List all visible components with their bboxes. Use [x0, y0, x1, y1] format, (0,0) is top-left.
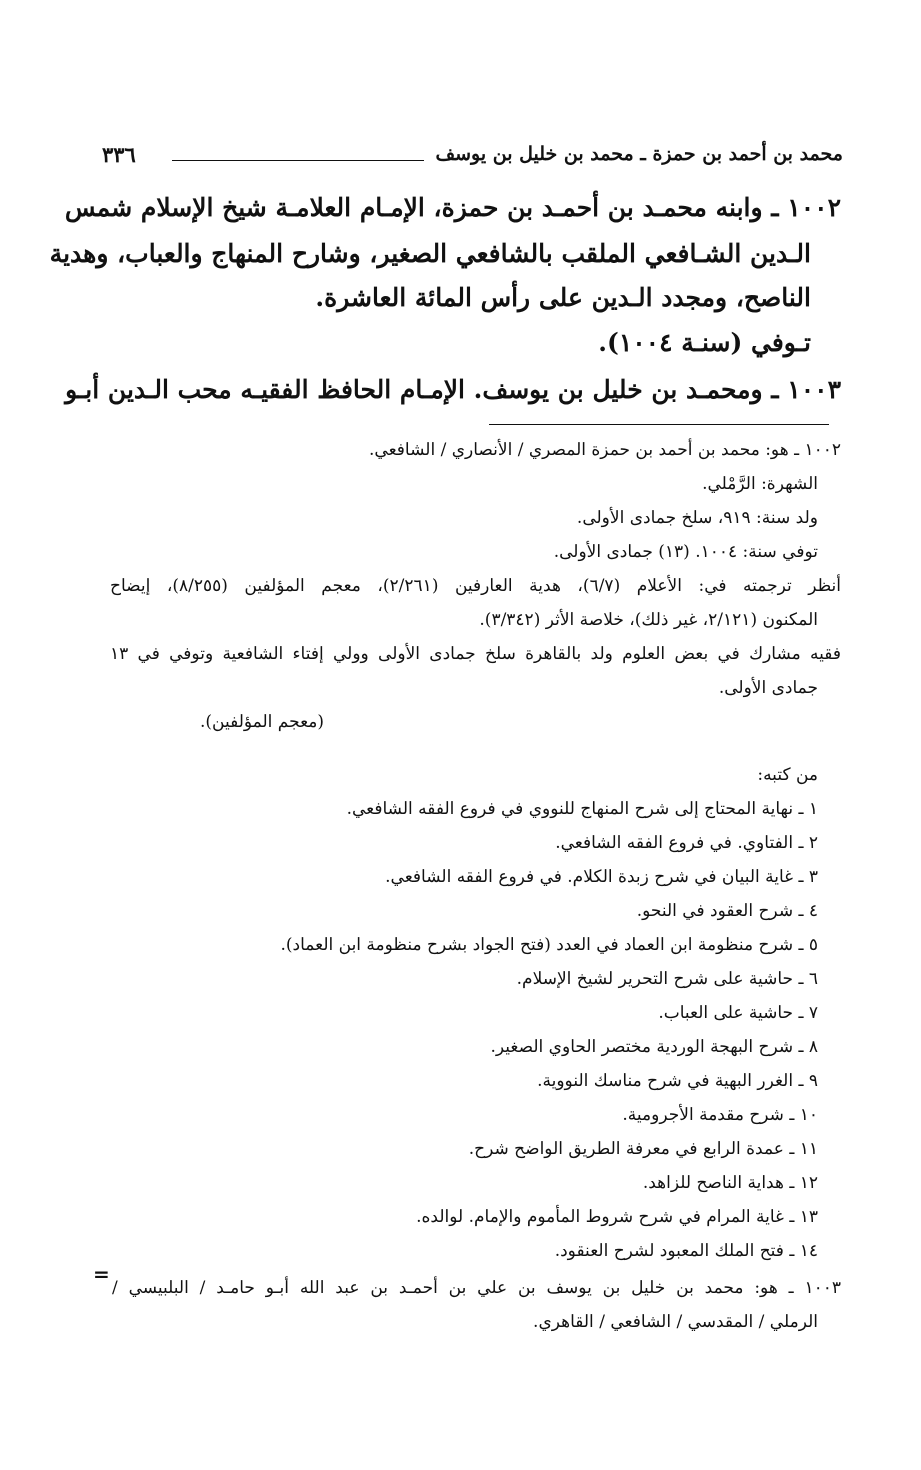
book-list-item: ١ ـ نهاية المحتاج إلى شرح المنهاج للنووي في فروع الفقه الشافعي.: [346, 799, 818, 819]
entry-1002-line-4: تـوفي (سنـة ١٠٠٤).: [598, 328, 811, 357]
footnote-separator-rule: [489, 424, 829, 425]
book-list-item: ٤ ـ شرح العقود في النحو.: [636, 901, 818, 921]
footnote-1002-died: توفي سنة: ١٠٠٤. (١٣) جمادى الأولى.: [553, 542, 818, 562]
footnote-1002-bio-line-1: فقيه مشارك في بعض العلوم ولد بالقاهرة سلخ جمادى الأولى وولي إفتاء الشافعية وتوفي في ١٣: [110, 644, 841, 664]
entry-1002-line-3: الناصح، ومجدد الـدين على رأس المائة العاشرة.: [315, 283, 811, 312]
entry-1002-line-1: ١٠٠٢ ـ وابنه محمـد بن أحمـد بن حمزة، الإمـام العلامـة شيخ الإسلام شمس: [64, 193, 841, 222]
footnote-1003-line-1: ١٠٠٣ ـ هو: محمد بن خليل بن يوسف بن علي بن أحمـد بن عبد الله أبـو حامـد / البلبيسي /: [112, 1278, 841, 1298]
footnote-1002-sources-line-1: أنظر ترجمته في: الأعلام (٦/٧)، هدية العارفين (٢/٢٦١)، معجم المؤلفين (٨/٢٥٥)، إيضاح: [110, 576, 842, 596]
book-list-item: ١١ ـ عمدة الرابع في معرفة الطريق الواضح شرح.: [468, 1139, 818, 1159]
footnote-1002-books-heading: من كتبه:: [757, 765, 818, 785]
book-list-item: ٢ ـ الفتاوي. في فروع الفقه الشافعي.: [555, 833, 818, 853]
book-list-item: ٨ ـ شرح البهجة الوردية مختصر الحاوي الصغير.: [490, 1037, 818, 1057]
book-list-item: ٣ ـ غاية البيان في شرح زبدة الكلام. في فروع الفقه الشافعي.: [385, 867, 818, 887]
footnote-1002-heading: ١٠٠٢ ـ هو: محمد بن أحمد بن حمزة المصري / الأنصاري / الشافعي.: [369, 440, 841, 460]
footnote-1002-citation: (معجم المؤلفين).: [200, 712, 325, 732]
book-list-item: ٧ ـ حاشية على العباب.: [658, 1003, 818, 1023]
continuation-mark: =: [93, 1262, 110, 1286]
book-list-item: ١٠ ـ شرح مقدمة الأجرومية.: [622, 1105, 818, 1125]
book-list-item: ٦ ـ حاشية على شرح التحرير لشيخ الإسلام.: [516, 969, 818, 989]
entry-1002-line-2: الـدين الشـافعي الملقب بالشافعي الصغير، وشارح المنهاج والعباب، وهدية: [49, 239, 811, 268]
header-rule: [172, 160, 424, 161]
footnote-1002-sources-line-2: المكنون (٢/١٢١، غير ذلك)، خلاصة الأثر (٣/٣٤٢).: [479, 610, 818, 630]
footnote-1003-line-2: الرملي / المقدسي / الشافعي / القاهري.: [533, 1312, 818, 1332]
book-list-item: ١٢ ـ هداية الناصح للزاهد.: [642, 1173, 818, 1193]
footnote-1002-bio-line-2: جمادى الأولى.: [718, 678, 818, 698]
book-list-item: ٩ ـ الغرر البهية في شرح مناسك النووية.: [537, 1071, 818, 1091]
book-list-item: ١٤ ـ فتح الملك المعبود لشرح العنقود.: [554, 1241, 818, 1261]
footnote-1002-fame: الشهرة: الرَّمْلي.: [702, 474, 818, 494]
running-header-title: محمد بن أحمد بن حمزة ـ محمد بن خليل بن يوسف: [435, 143, 843, 165]
entry-1003-line-1: ١٠٠٣ ـ ومحمـد بن خليل بن يوسف. الإمـام الحافظ الفقيـه محب الـدين أبـو: [65, 375, 841, 404]
book-list-item: ١٣ ـ غاية المرام في شرح شروط المأموم والإمام. لوالده.: [416, 1207, 818, 1227]
page-number: ٣٣٦: [102, 142, 136, 167]
footnote-1002-born: ولد سنة: ٩١٩، سلخ جمادى الأولى.: [576, 508, 818, 528]
book-list-item: ٥ ـ شرح منظومة ابن العماد في العدد (فتح الجواد بشرح منظومة ابن العماد).: [280, 935, 818, 955]
